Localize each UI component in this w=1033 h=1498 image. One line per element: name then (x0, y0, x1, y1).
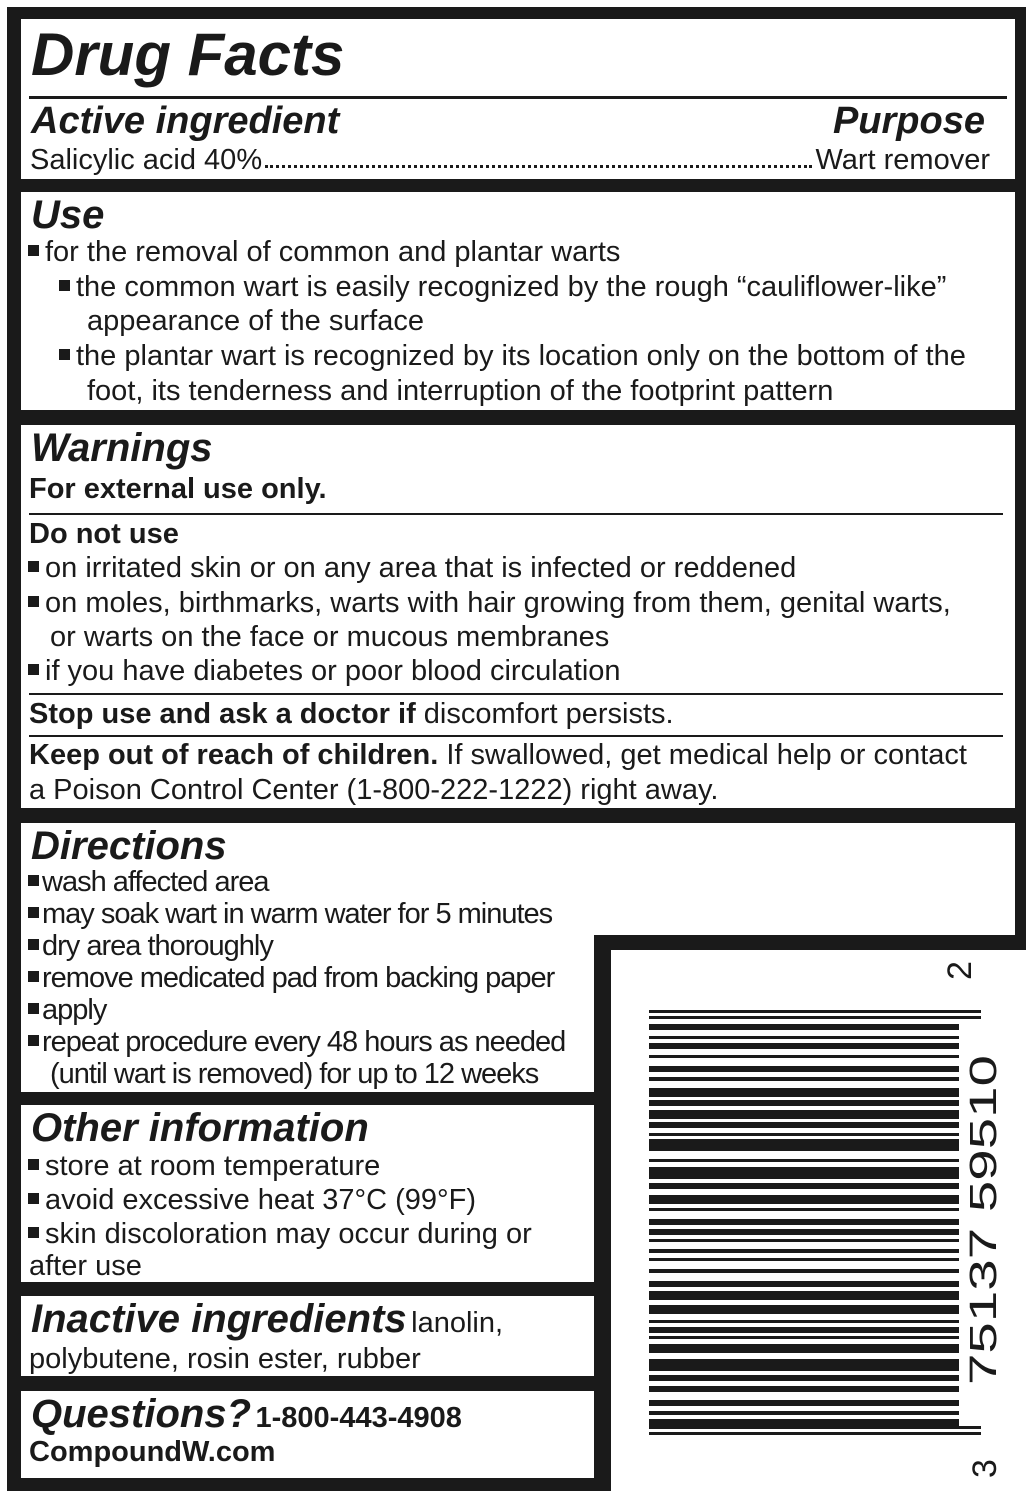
keep-out-note-continuation: a Poison Control Center (1-800-222-1222) right away. (29, 774, 719, 806)
list-item: if you have diabetes or poor blood circulation (28, 654, 621, 688)
list-item: on moles, birthmarks, warts with hair growing from them, genital warts, (28, 586, 951, 620)
barcode-guard-bar (649, 1432, 981, 1435)
barcode-bar (649, 1258, 959, 1261)
barcode-bar (649, 1208, 959, 1211)
barcode-bar (649, 1336, 959, 1339)
section-rule (29, 693, 1003, 695)
barcode-bar (649, 1066, 959, 1072)
inactive-ingredients-box (21, 1296, 594, 1376)
list-item: repeat procedure every 48 hours as needed (28, 1026, 565, 1058)
ingredient-name: Salicylic acid 40% (30, 144, 263, 176)
barcode-bars (649, 1010, 981, 1435)
bullet-icon (28, 875, 39, 886)
barcode-guard-bar (649, 1016, 981, 1019)
questions-heading: Questions? (31, 1392, 252, 1436)
warnings-box (21, 425, 1015, 808)
list-item-continuation: after use (29, 1250, 142, 1282)
questions-box (21, 1391, 594, 1478)
bullet-icon (28, 1003, 39, 1014)
barcode-bar (649, 1400, 959, 1406)
list-item: the common wart is easily recognized by the rough “cauliflower-like” (59, 270, 946, 304)
barcode-bar (649, 1269, 959, 1273)
list-item: on irritated skin or on any area that is infected or reddened (28, 551, 796, 585)
barcode-bar (649, 1327, 959, 1333)
bullet-icon (28, 939, 39, 950)
list-item: may soak wart in warm water for 5 minutes (28, 898, 565, 930)
barcode-bar (649, 1036, 959, 1039)
barcode-panel (611, 950, 1033, 1498)
ingredient-row (30, 143, 990, 177)
list-item: skin discoloration may occur during or (28, 1217, 532, 1251)
barcode-bar (649, 1249, 959, 1253)
inactive-ingredients-text: lanolin, (411, 1307, 504, 1339)
bullet-icon (28, 1193, 39, 1204)
use-heading: Use (31, 193, 105, 237)
barcode-bar (649, 1133, 959, 1136)
barcode-check-digit: 2 (941, 961, 979, 980)
active-ingredient-heading: Active ingredient (31, 100, 340, 142)
barcode-bar (649, 1088, 959, 1097)
barcode-bar (649, 1110, 959, 1119)
page-title: Drug Facts (31, 21, 345, 88)
external-use-note: For external use only. (29, 473, 327, 505)
list-item: the plantar wart is recognized by its location only on the bottom of the (59, 339, 966, 373)
barcode-guard-bar (649, 1010, 981, 1013)
barcode-bar (649, 1043, 959, 1049)
bullet-icon (28, 1227, 39, 1238)
list-item-continuation: (until wart is removed) for up to 12 weeks (50, 1058, 539, 1090)
barcode-bar (649, 1386, 959, 1392)
barcode-bar (649, 1239, 959, 1242)
other-information-heading: Other information (31, 1106, 369, 1150)
other-information-box (21, 1105, 594, 1282)
bullet-icon (28, 907, 39, 918)
inactive-ingredients-heading: Inactive ingredients (31, 1297, 407, 1341)
questions-phone: 1-800-443-4908 (255, 1402, 462, 1434)
inactive-ingredients-continuation: polybutene, rosin ester, rubber (29, 1343, 421, 1375)
barcode-middle-digits: 75137 59510 (963, 1163, 1005, 1385)
bullet-icon (28, 1035, 39, 1046)
purpose-heading: Purpose (832, 100, 985, 142)
barcode-bar (649, 1195, 959, 1204)
list-item: for the removal of common and plantar warts (28, 235, 620, 269)
barcode-bar (649, 1229, 959, 1235)
section-rule (29, 735, 1003, 737)
website-link[interactable]: CompoundW.com (29, 1436, 276, 1468)
barcode-bar (649, 1077, 959, 1081)
barcode-bar (649, 1055, 959, 1058)
barcode-guard-bar (649, 1426, 981, 1429)
barcode-bar (649, 1167, 959, 1179)
barcode-bar (649, 1411, 959, 1415)
stop-use-note: Stop use and ask a doctor if discomfort persists. (29, 698, 674, 730)
bullet-icon (59, 280, 70, 291)
list-item: store at room temperature (28, 1149, 380, 1183)
list-item: apply (28, 994, 565, 1026)
barcode-bar (649, 1305, 959, 1314)
active-ingredient-box (21, 19, 1015, 179)
list-item-continuation: appearance of the surface (87, 305, 424, 337)
barcode-bar (649, 1139, 959, 1151)
barcode (611, 950, 1033, 1498)
list-item-continuation: or warts on the face or mucous membranes (50, 621, 610, 653)
barcode-bar (649, 1122, 959, 1128)
list-item-continuation: foot, its tenderness and interruption of the footprint pattern (87, 375, 834, 407)
list-item: dry area thoroughly (28, 930, 565, 962)
barcode-bar (649, 1344, 959, 1353)
do-not-use-heading: Do not use (29, 518, 179, 550)
section-rule (29, 513, 1003, 515)
bullet-icon (28, 596, 39, 607)
barcode-bar (649, 1359, 959, 1371)
barcode-bar (649, 1375, 959, 1381)
list-item: remove medicated pad from backing paper (28, 962, 565, 994)
list-item: wash affected area (28, 866, 565, 898)
dot-leader (265, 143, 812, 168)
barcode-bar (649, 1219, 959, 1225)
list-item: avoid excessive heat 37°C (99°F) (28, 1183, 476, 1217)
barcode-first-digit: 3 (966, 1459, 1004, 1478)
barcode-bar (649, 1183, 959, 1189)
barcode-bar (649, 1100, 959, 1106)
bullet-icon (28, 1159, 39, 1170)
barcode-bar (649, 1159, 959, 1162)
directions-list (28, 866, 565, 1090)
bullet-icon (28, 561, 39, 572)
barcode-bar (649, 1320, 959, 1323)
barcode-bar (649, 1281, 959, 1287)
bullet-icon (28, 971, 39, 982)
use-box (21, 192, 1015, 410)
barcode-bar (649, 1291, 959, 1300)
keep-out-note: Keep out of reach of children. If swallowed, get medical help or contact (29, 739, 967, 771)
bullet-icon (28, 664, 39, 675)
warnings-heading: Warnings (31, 426, 213, 470)
bullet-icon (28, 245, 39, 256)
directions-heading: Directions (31, 824, 227, 868)
ingredient-purpose: Wart remover (815, 144, 990, 176)
barcode-bar (649, 1024, 959, 1030)
bullet-icon (59, 349, 70, 360)
